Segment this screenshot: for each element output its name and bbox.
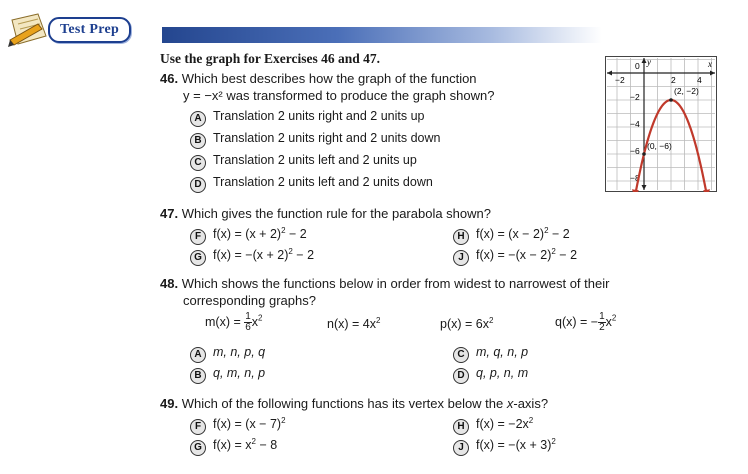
question-46-line2: y = −x² was transformed to produce the graph shown? bbox=[183, 88, 495, 103]
choice-letter: D bbox=[190, 177, 206, 193]
x-tick-label: −2 bbox=[615, 75, 625, 85]
choice-text: Translation 2 units right and 2 units up bbox=[213, 109, 425, 123]
choice-text: Translation 2 units left and 2 units down bbox=[213, 175, 433, 189]
choice-46-a[interactable] bbox=[190, 109, 424, 127]
function-text: m(x) = bbox=[205, 314, 245, 329]
choice-text: q, p, n, m bbox=[476, 366, 529, 380]
choice-text: m, n, p, q bbox=[213, 345, 266, 359]
choice-letter: J bbox=[453, 250, 469, 266]
choice-47-g[interactable] bbox=[190, 247, 314, 266]
function-text: q(x) = − bbox=[555, 314, 599, 329]
function-n: $n(x) = 4x^2$ bbox=[327, 316, 381, 332]
question-text: Which gives the function rule for the parabola shown? bbox=[181, 206, 491, 221]
x-axis-label: x bbox=[708, 59, 712, 69]
y-tick-label: −8 bbox=[630, 173, 640, 183]
choice-text: Translation 2 units left and 2 units up bbox=[213, 153, 417, 167]
x-tick-label: 2 bbox=[671, 75, 676, 85]
y-axis-label: y bbox=[647, 57, 651, 67]
function-text: n(x) = 4x bbox=[327, 317, 376, 332]
function-q: q(x) = − $\frac{1}{2}$ $x^2$ bbox=[555, 311, 617, 333]
choice-text: − 8 bbox=[256, 438, 278, 453]
choice-48-b[interactable] bbox=[190, 366, 265, 384]
question-47 bbox=[160, 206, 491, 221]
choice-letter: C bbox=[453, 347, 469, 363]
question-48-line2: corresponding graphs? bbox=[183, 293, 316, 308]
question-number: 46. bbox=[160, 71, 179, 86]
choice-49-h[interactable] bbox=[453, 416, 533, 435]
choice-text: f(x) = −(x + 3) bbox=[476, 438, 552, 453]
exponent: 2 bbox=[528, 416, 534, 425]
pencil-paper-icon bbox=[8, 10, 52, 50]
choice-48-d[interactable] bbox=[453, 366, 528, 384]
choice-text: − 2 bbox=[555, 248, 578, 263]
exponent: 2 bbox=[544, 226, 549, 235]
choice-letter: B bbox=[190, 368, 206, 384]
choice-text: − 2 bbox=[285, 227, 307, 242]
question-number: 47. bbox=[160, 206, 179, 221]
choice-49-j[interactable] bbox=[453, 437, 556, 456]
choice-47-f[interactable] bbox=[190, 226, 307, 245]
choice-text: Translation 2 units right and 2 units down bbox=[213, 131, 441, 145]
choice-48-a[interactable] bbox=[190, 345, 265, 363]
choice-letter: A bbox=[190, 111, 206, 127]
y-tick-label: −4 bbox=[630, 119, 640, 129]
choice-letter: G bbox=[190, 440, 206, 456]
intercept-point bbox=[642, 152, 646, 156]
question-number: 49. bbox=[160, 396, 179, 411]
choice-letter: G bbox=[190, 250, 206, 266]
question-48 bbox=[160, 276, 609, 291]
question-number: 48. bbox=[160, 276, 179, 291]
exponent: 2 bbox=[251, 437, 256, 446]
choice-letter: A bbox=[190, 347, 206, 363]
choice-text: f(x) = −2x bbox=[476, 417, 529, 432]
y-tick-label: −6 bbox=[630, 146, 640, 156]
exponent: 2 bbox=[551, 437, 556, 446]
choice-46-d[interactable] bbox=[190, 175, 433, 193]
test-prep-label: Test Prep bbox=[48, 17, 131, 43]
question-49 bbox=[160, 396, 548, 411]
question-text: Which best describes how the graph of the function bbox=[181, 71, 477, 86]
function-text: p(x) = 6x bbox=[440, 317, 489, 332]
choice-46-b[interactable] bbox=[190, 131, 440, 149]
choice-letter: H bbox=[453, 229, 469, 245]
function-m: m(x) = $\frac{1}{6}$ $x^2$ bbox=[205, 311, 263, 333]
choice-letter: H bbox=[453, 419, 469, 435]
choice-letter: F bbox=[190, 419, 206, 435]
fraction: $\frac{1}{2}$ bbox=[599, 311, 605, 333]
choice-text: f(x) = (x − 7) bbox=[213, 417, 282, 432]
header-bar bbox=[162, 27, 602, 43]
choice-text: f(x) = −(x + 2) bbox=[213, 248, 289, 263]
choice-letter: J bbox=[453, 440, 469, 456]
question-text: -axis? bbox=[513, 396, 549, 411]
choice-text: f(x) = (x + 2) bbox=[213, 227, 282, 242]
choice-49-f[interactable] bbox=[190, 416, 286, 435]
choice-text: q, m, n, p bbox=[213, 366, 266, 380]
point-label: (0, −6) bbox=[647, 141, 672, 151]
function-p: $p(x) = 6x^2$ bbox=[440, 316, 494, 332]
exponent: 2 bbox=[281, 416, 286, 425]
intro-text: Use the graph for Exercises 46 and 47. bbox=[160, 51, 380, 66]
choice-text: f(x) = (x − 2) bbox=[476, 227, 545, 242]
choice-text: f(x) = −(x − 2) bbox=[476, 248, 552, 263]
choice-letter: C bbox=[190, 155, 206, 171]
x-tick-label: 4 bbox=[697, 75, 702, 85]
vertex-label: (2, −2) bbox=[674, 86, 699, 96]
choice-letter: F bbox=[190, 229, 206, 245]
choice-text: − 2 bbox=[548, 227, 570, 242]
exponent: 2 bbox=[288, 247, 293, 256]
choice-letter: D bbox=[453, 368, 469, 384]
question-text: Which of the following functions has its vertex below the bbox=[181, 396, 507, 411]
fraction: $\frac{1}{6}$ bbox=[245, 311, 251, 333]
y-tick-label: −2 bbox=[630, 92, 640, 102]
choice-47-h[interactable] bbox=[453, 226, 570, 245]
question-46 bbox=[160, 71, 477, 86]
choice-47-j[interactable] bbox=[453, 247, 577, 266]
choice-49-g[interactable] bbox=[190, 437, 277, 456]
choice-letter: B bbox=[190, 133, 206, 149]
parabola-graph bbox=[605, 56, 717, 192]
choice-text: m, q, n, p bbox=[476, 345, 529, 359]
choice-46-c[interactable] bbox=[190, 153, 417, 171]
choice-48-c[interactable] bbox=[453, 345, 528, 363]
choice-text: f(x) = x bbox=[213, 438, 252, 453]
exponent: 2 bbox=[551, 247, 556, 256]
question-text: x bbox=[506, 396, 514, 411]
choice-text: − 2 bbox=[292, 248, 315, 263]
vertex-point bbox=[669, 98, 673, 102]
test-prep-badge bbox=[8, 10, 158, 44]
exponent: 2 bbox=[281, 226, 286, 235]
question-text: Which shows the functions below in order from widest to narrowest of their bbox=[181, 276, 610, 291]
x-tick-label: 0 bbox=[635, 61, 640, 71]
